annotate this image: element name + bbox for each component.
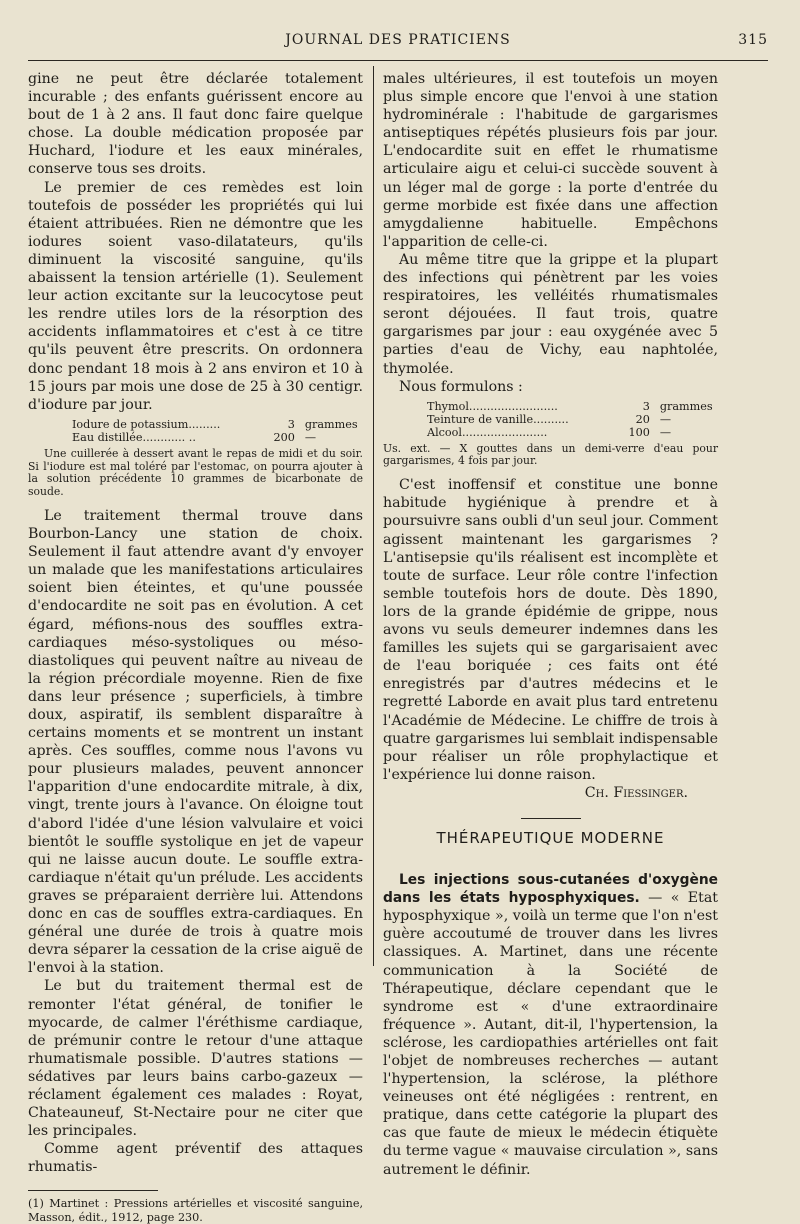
formula-row	[427, 413, 718, 426]
gargle-formula	[427, 400, 718, 439]
column-divider	[373, 66, 374, 966]
formula-row	[427, 400, 718, 413]
ingredient-unit: —	[304, 430, 317, 444]
paragraph: Nous formulons :	[399, 378, 523, 395]
paragraph: males ultérieures, il est toutefois un moyen plus simple encore que l'envoi à une station hydrominérale : l'habitude de gargarismes antiseptiques répétés plusieurs fois par jour. L'endocardite suit en effet le rhumatisme articulaire aigu et celui-ci succède souvent à un léger mal de gorge : la porte d'entrée du germe morbide est fixée dans une affection amygdalienne habituelle. Empêchons l'apparition de celle-ci.	[383, 71, 718, 250]
paragraph: C'est inoffensif et constitue une bonne habitude hygiénique à prendre et à poursuivre sans oubli d'un seul jour. Comment agissent maintenant les gargarismes ? L'antisepsie qu'ils réalisent est incomplète et toute de surface. Leur rôle contre l'infection semble toutefois hors de doute. Dès 1890, lors de la grande épidémie de grippe, nous avons vu seuls demeurer indemnes dans les familles les sujets qui se gargarisaient avec de l'eau boriquée ; ces faits ont été enregistrés par d'autres médecins et le regretté Laborde en avait plus tard entretenu l'Académie de Médecine. Le chiffre de trois à quatre gargarismes lui semblait indispensable pour réaliser un rôle prophylactique et l'expérience lui donne raison.	[383, 477, 718, 783]
left-column	[28, 70, 363, 1224]
ingredient-quantity: 3	[287, 417, 295, 431]
header-rule	[28, 60, 768, 61]
formula-row	[427, 426, 718, 439]
ingredient-name: Iodure de potassium.........	[72, 417, 221, 431]
ingredient-name: Thymol.........................	[427, 399, 558, 413]
paragraph: Le premier de ces remèdes est loin toutefois de posséder les propriétés qui lui étaient attribuées. Rien ne démontre que les iodures soient vaso-dilatateurs, qu'ils diminuent la viscosité sanguine, qu'ils abaissent la tension artérielle (1). Seulement leur action excitante sur la leucocytose peut les rendre utiles lors de la résorption des accidents inflammatoires et c'est à ce titre qu'ils peuvent être prescrits. On ordonnera donc pendant 18 mois à 2 ans environ et 10 à 15 jours par mois une dose de 25 à 30 centigr. d'iodure par jour.	[28, 179, 363, 413]
section-rule	[521, 818, 581, 819]
article-heading: Les injections sous-cutanées d'oxygène dans les états hyposphyxiques.	[383, 872, 718, 907]
journal-title: JOURNAL DES PRATICIENS	[285, 32, 511, 48]
page-header	[28, 32, 768, 52]
article-paragraph	[383, 871, 718, 1179]
paragraph: gine ne peut être déclarée totalement incurable ; des enfants guérissent encore au bout de 1 à 2 ans. Il faut donc faire quelque chose. La double médication proposée par Huchard, l'iodure et les eaux minérales, conserve tous ses droits.	[28, 71, 363, 178]
ingredient-name: Eau distillée............ ..	[72, 430, 196, 444]
article-text: — « Etat hyposphyxique », voilà un terme que l'on n'est guère accoutumé de trouver dans les livres classiques. A. Martinet, dans une récente communication à la Société de Thérapeutique, déclare cependant que le syndrome est « d'une extraordinaire fréquence ». Autant, dit-il, l'hypertension, la sclérose, les cardiopathies artérielles ont fait l'objet de nombreuses recherches — autant l'hypertension, la sclérose, la pléthore veineuses ont été négligées : rentrent, en pratique, dans cette catégorie la plupart des cas que faute de mieux le médecin étiquète du terme vague « mauvaise circulation », sans autrement le définir.	[383, 890, 718, 1178]
ingredient-unit: grammes	[659, 399, 713, 413]
ingredient-unit: —	[659, 425, 672, 439]
paragraph: Le traitement thermal trouve dans Bourbon-Lancy une station de choix. Seulement il faut attendre avant d'y envoyer un malade que les manifestations articulaires soient bien éteintes, et qu'une poussée d'endocardite ne soit pas en évolution. A cet égard, méfions-nous des souffles extra-cardiaques méso-systoliques ou méso-diastoliques qui peuvent naître au niveau de la région précordiale moyenne. Rien de fixe dans leur présence ; superficiels, à timbre doux, aspiratif, ils semblent disparaître à certains moments et se montrent un instant après. Ces souffles, comme nous l'avons vu pour plusieurs malades, peuvent annoncer l'apparition d'une endocardite mitrale, à dix, vingt, trente jours à l'avance. On éloigne tout d'abord l'idée d'une lésion valvulaire et voici bientôt le souffle systolique en jet de vapeur qui ne laisse aucun doute. Le souffle extra-cardiaque n'était qu'un prélude. Les accidents graves se préparaient derrière lui. Attendons donc en cas de souffles extra-cardiaques. En général une durée de trois à quatre mois devra séparer la cessation de la crise aiguë de l'envoi à la station.	[28, 507, 363, 977]
ingredient-quantity: 100	[628, 425, 650, 439]
page-number: 315	[738, 32, 768, 48]
paragraph: Au même titre que la grippe et la plupart des infections qui pénètrent par les voies respiratoires, les velléités rhumatismales seront déjouées. Il faut trois, quatre gargarismes par jour : eau oxygénée avec 5 parties d'eau de Vichy, eau naphtolée, thymolée.	[383, 251, 718, 377]
usage-note: Us. ext. — X gouttes dans un demi-verre d'eau pour gargarismes, 4 fois par jour.	[383, 441, 718, 468]
iodide-formula	[72, 418, 363, 444]
ingredient-unit: grammes	[304, 417, 358, 431]
paragraph: Le but du traitement thermal est de remonter l'état général, de tonifier le myocarde, de calmer l'éréthisme cardiaque, de prémunir contre le retour d'une attaque rhumatismale possible. D'autres stations — sédatives par leurs bains carbo-gazeux — réclament également ces malades : Royat, Chateauneuf, St-Nectaire pour ne citer que les principales.	[28, 978, 363, 1140]
right-column	[383, 70, 718, 1179]
formula-row	[72, 431, 363, 444]
ingredient-name: Alcool........................	[427, 425, 548, 439]
ingredient-quantity: 3	[642, 399, 650, 413]
dosage-note: Une cuillerée à dessert avant le repas de midi et du soir. Si l'iodure est mal toléré par l'estomac, on pourra ajouter à la solution précédente 10 grammes de bicarbonate de soude.	[28, 446, 363, 499]
paragraph: Comme agent préventif des attaques rhumatis-	[28, 1141, 363, 1176]
section-title: THÉRAPEUTIQUE MODERNE	[436, 828, 665, 847]
footnote-rule	[28, 1190, 158, 1191]
formula-row	[72, 418, 363, 431]
ingredient-quantity: 200	[273, 430, 295, 444]
ingredient-quantity: 20	[635, 412, 650, 426]
author-signature: Ch. Fiessinger.	[584, 784, 688, 801]
ingredient-unit: —	[659, 412, 672, 426]
ingredient-name: Teinture de vanille..........	[427, 412, 569, 426]
footnote: (1) Martinet : Pressions artérielles et viscosité sanguine, Masson, édit., 1912, page 230.	[28, 1197, 363, 1224]
